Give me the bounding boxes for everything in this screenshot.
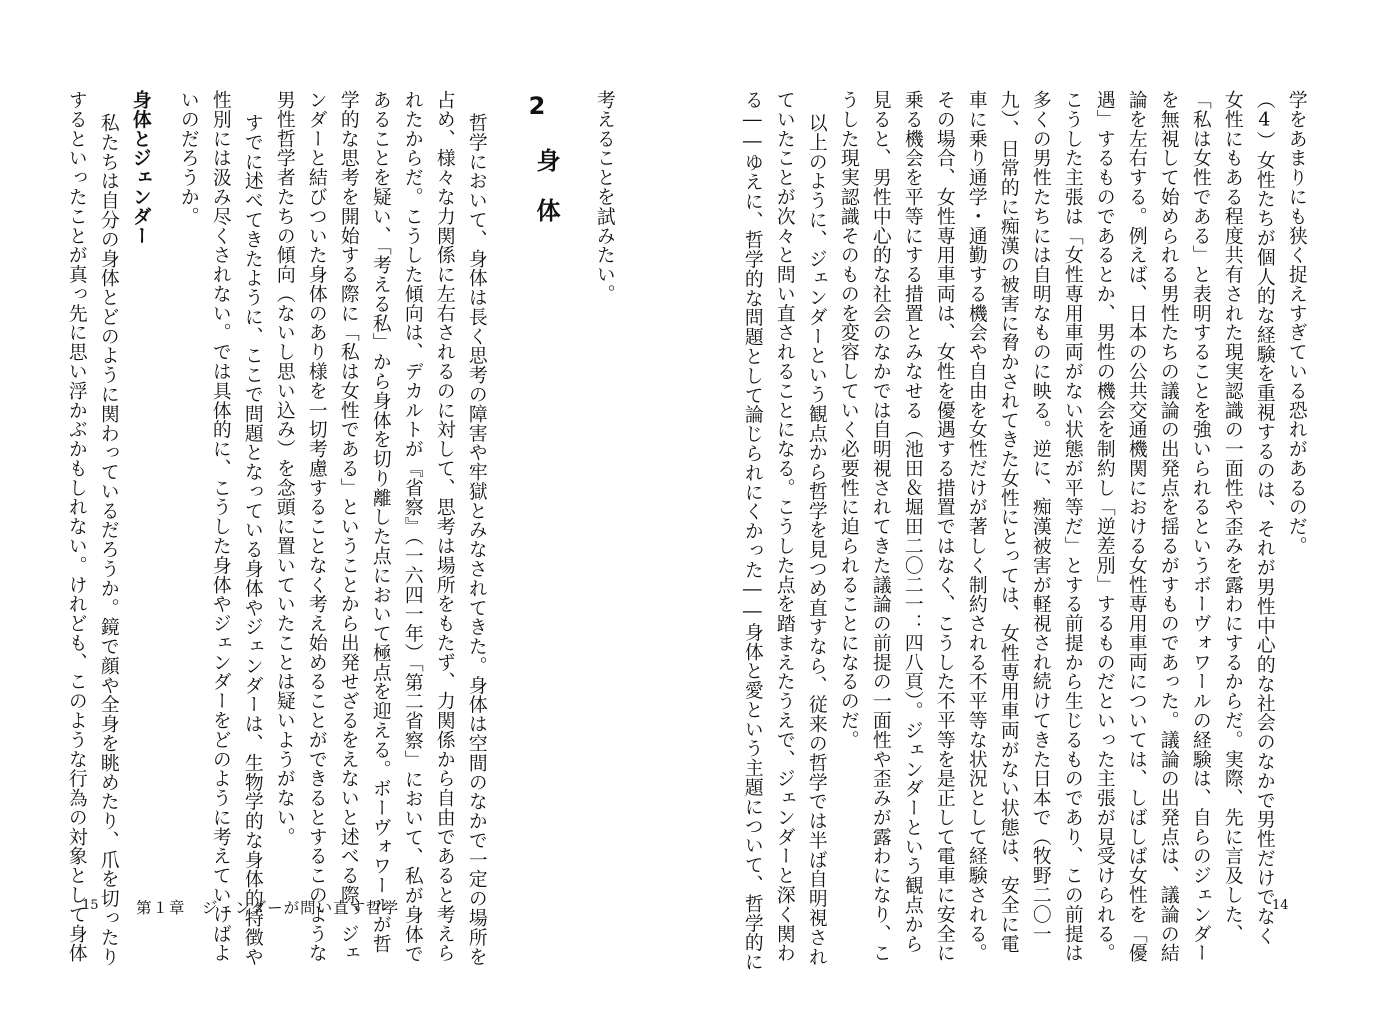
body-text-column: 以上のように、ジェンダーという観点から哲学を見つめ直すなら、従来の哲学では半ば自明視され [805,113,827,967]
body-text-column: 性別には汲み尽くされない。では具体的に、こうした身体やジェンダーをどのように考えていけばよ [209,90,231,963]
body-text-column: 乗る機会を平等にする措置とみなせる（池田＆堀田二〇二一：四八頁）。ジェンダーという観点から [901,90,923,954]
body-text-column: 論を左右する。例えば、日本の公共交通機関における女性専用車両については、しばしば女性を「優 [1125,90,1147,963]
body-text-column: （4）女性たちが個人的な経験を重視するのは、それが男性中心的な社会のなかで男性だけでなく [1253,90,1275,946]
body-text-column: 私たちは自分の身体とどのように関わっているだろうか。鏡で顔や全身を眺めたり、爪を切ったり [97,113,119,967]
body-text-column: うした現実認識そのものを変容していく必要性に迫られることになるのだ。 [837,90,859,750]
body-text-column: するといったことが真っ先に思い浮かぶかもしれない。けれども、このような行為の対象として身体 [65,90,87,963]
body-text-column: ていたことが次々と問い直されることになる。こうした点を踏まえたうえで、ジェンダーと深く関わ [773,90,795,963]
body-text-column: 学をあまりにも狭く捉えすぎている恐れがあるのだ。 [1285,90,1307,556]
body-text-column: 遇」するものであるとか、男性の機会を制約し「逆差別」するものだといった主張が見受けられる。 [1093,90,1115,963]
body-text-column: 「私は女性である」と表明することを強いられるというボーヴォワールの経験は、自らのジェンダー [1189,90,1211,963]
page-number: 15 [82,898,99,913]
body-text-column: あることを疑い、「考える私」から身体を切り離した点において極点を迎える。ボーヴォワールが哲 [369,90,391,954]
subsection-heading: 身体とジェンダー [129,90,151,246]
page-number: 14 [1272,898,1289,913]
body-text-column: 車に乗り通学・通勤する機会や自由を女性だけが著しく制約される不平等な状況として経験される。 [965,90,987,963]
body-text-column: 多くの男性たちには自明なものに映る。逆に、痴漢被害が軽視され続けてきた日本で（牧野二〇一 [1029,90,1051,944]
section-title: 身体 [532,148,560,248]
body-text-column: 哲学において、身体は長く思考の障害や牢獄とみなされてきた。身体は空間のなかで一定の場所を [465,113,487,967]
running-head: 第１章 ジェンダーが問い直す哲学 [136,899,400,917]
body-text-column: 九）、日常的に痴漢の被害に脅かされてきた女性にとっては、女性専用車両がない状態は、安全に電 [997,90,1019,954]
body-text-column: こうした主張は「女性専用車両がない状態が平等だ」とする前提から生じるものであり、この前提は [1061,90,1083,963]
body-text-column: その場合、女性専用車両は、女性を優遇する措置ではなく、こうした不平等を是正して電車に安全に [933,90,955,963]
body-text-column: 見ると、男性中心的な社会のなかでは自明視されてきた議論の前提の一面性や歪みが露わになり、こ [869,90,891,963]
section-number: 2 [528,92,546,120]
body-text-column: る――ゆえに、哲学的な問題として論じられにくかった――身体と愛という主題について、哲学的に [741,90,763,972]
body-text-column: 男性哲学者たちの傾向（ないし思い込み）を念頭に置いていたことは疑いようがない。 [273,90,295,847]
body-text-column: を無視して始められる男性たちの議論の出発点を揺るがすものであった。議論の出発点は、議論の結 [1157,90,1179,963]
body-text-column: ンダーと結びついた身体のあり様を一切考慮することなく考え始めることができるとするこのような [305,90,327,963]
body-text-column: 占め、様々な力関係に左右されるのに対して、思考は場所をもたず、力関係から自由であると考えら [433,90,455,963]
intro-line: 考えることを試みたい。 [593,90,615,304]
body-text-column: いのだろうか。 [177,90,199,226]
body-text-column: すでに述べてきたように、ここで問題となっている身体やジェンダーは、生物学的な身体的特徴や [241,113,263,967]
body-text-column: れたからだ。こうした傾向は、デカルトが『省察』（一六四一年）「第二省察」において、私が身体で [401,90,423,964]
body-text-column: 女性にもある程度共有された現実認識の一面性や歪みを露わにするからだ。実際、先に言及した、 [1221,90,1243,944]
body-text-column: 学的な思考を開始する際に「私は女性である」ということから出発せざるをえないと述べる際、ジェ [337,90,359,963]
